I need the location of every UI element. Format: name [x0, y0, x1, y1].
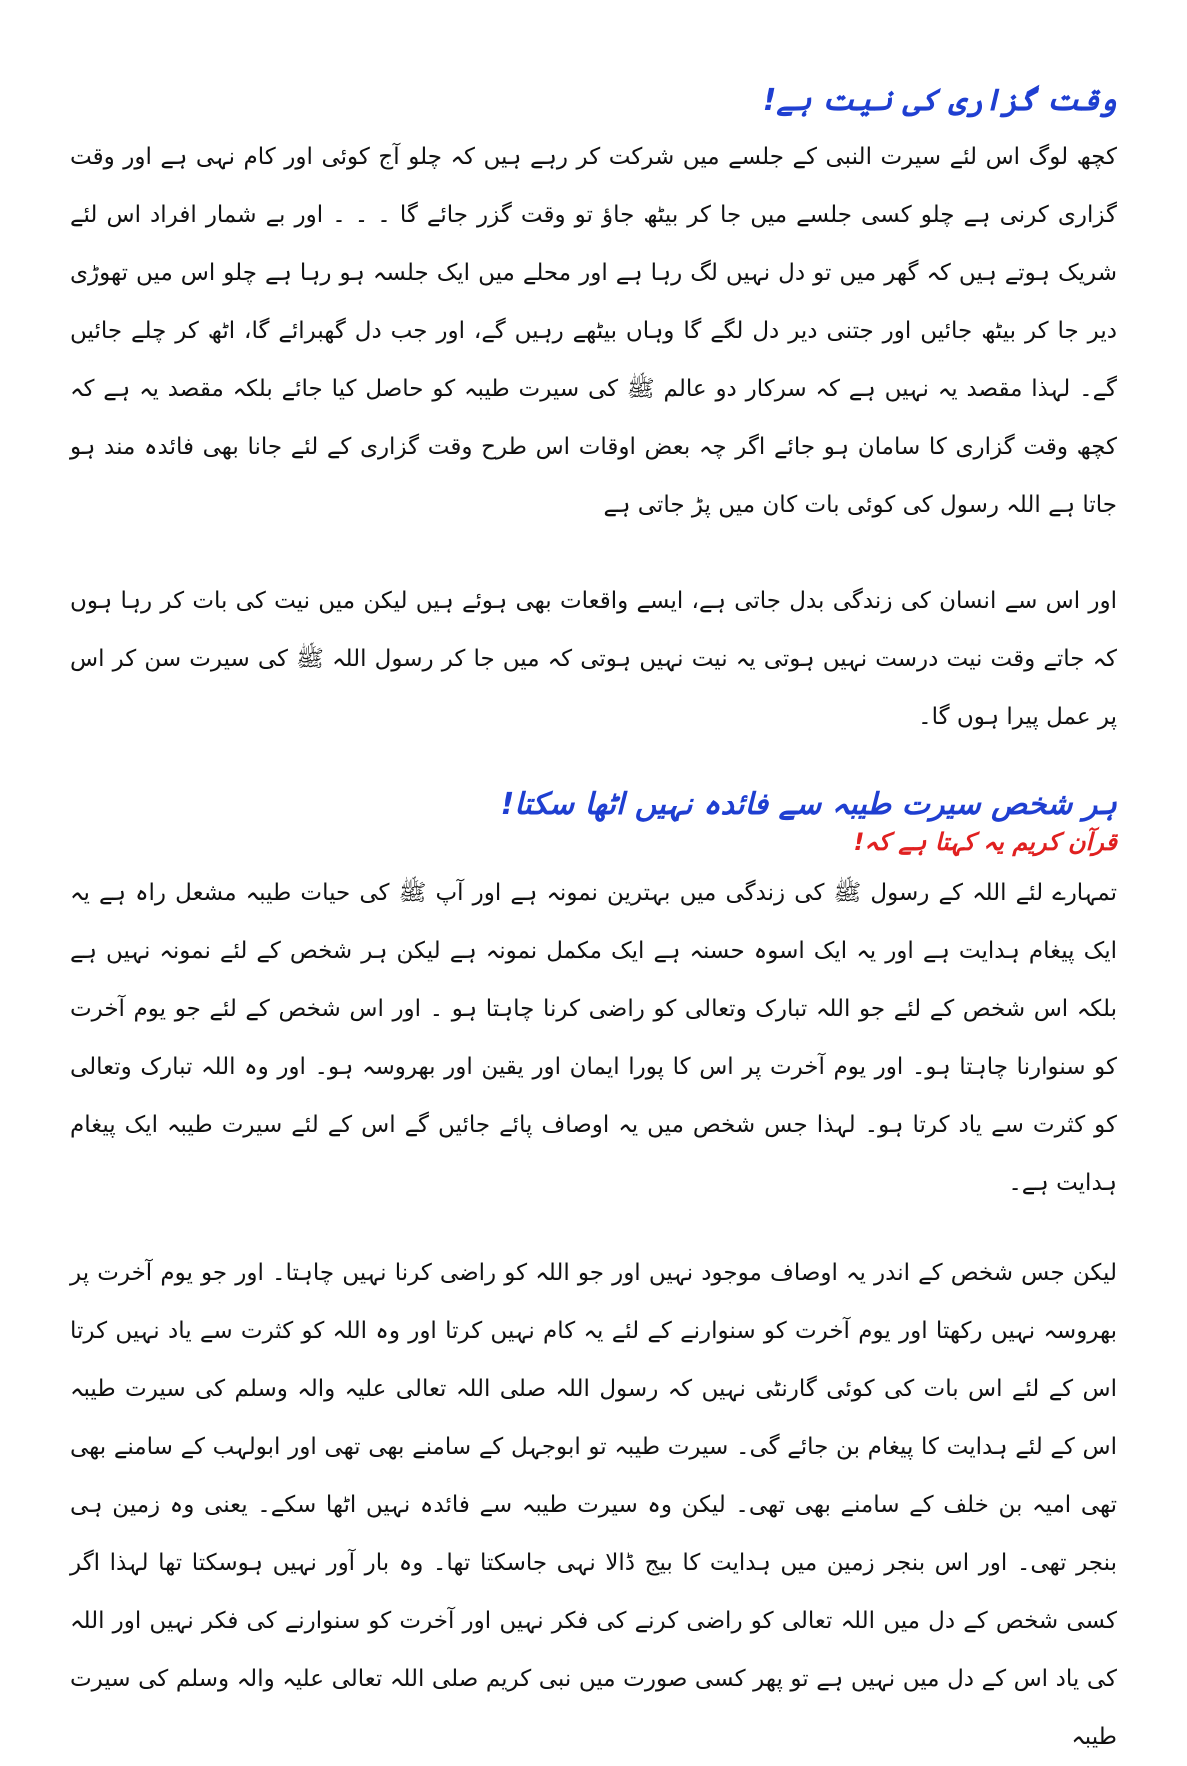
section-heading-benefit: ہر شخص سیرت طیبہ سے فائدہ نہیں اٹھا سکتا! — [500, 787, 1117, 822]
paragraph-time-passing-2: اور اس سے انسان کی زندگی بدل جاتی ہے، ایسے واقعات بھی ہوئے ہیں لیکن میں نیت کی بات کر رہا ہوں کہ جاتے وقت نیت درست نہیں ہوتی یہ نیت نہیں ہوتی کہ میں جا کر رسول اللہ ﷺ کی سیرت سن کر اس پر عمل پیرا ہوں گا۔ — [70, 588, 1117, 730]
spacer — [70, 746, 1117, 784]
section-heading-time-passing: وقت گزاری کی نیت ہے! — [762, 83, 1117, 118]
document-page — [70, 80, 1117, 1750]
spacer — [70, 534, 1117, 572]
subheading-quran: قرآن کریم یہ کہتا ہے کہ! — [853, 828, 1117, 856]
paragraph-benefit-1: تمہارے لئے اللہ کے رسول ﷺ کی زندگی میں بہترین نمونہ ہے اور آپ ﷺ کی حیات طیبہ مشعل راہ ہے یہ ایک پیغام ہدایت ہے اور یہ ایک اسوہ حسنہ ہے ایک مکمل نمونہ ہے لیکن ہر شخص کے لئے نمونہ نہیں ہے بلکہ اس شخص کے لئے جو اللہ تبارک وتعالی کو راضی کرنا چاہتا ہو ۔ اور اس شخص کے لئے جو یوم آخرت کو سنوارنا چاہتا ہو۔ اور یوم آخرت پر اس کا پورا ایمان اور یقین اور بھروسہ ہو۔ اور وہ اللہ تبارک وتعالی کو کثرت سے یاد کرتا ہو۔ لہذا جس شخص میں یہ اوصاف پائے جائیں گے اس کے لئے سیرت طیبہ ایک پیغام ہدایت ہے۔ — [70, 879, 1117, 1196]
paragraph-time-passing-1: کچھ لوگ اس لئے سیرت النبی کے جلسے میں شرکت کر رہے ہیں کہ چلو آج کوئی اور کام نہی ہے اور وقت گزاری کرنی ہے چلو کسی جلسے میں جا کر بیٹھ جاؤ تو وقت گزر جائے گا ۔ ۔ ۔ اور بے شمار افراد اس لئے شریک ہوتے ہیں کہ گھر میں تو دل نہیں لگ رہا ہے اور محلے میں ایک جلسہ ہو رہا ہے چلو اس میں تھوڑی دیر جا کر بیٹھ جائیں اور جتنی دیر دل لگے گا وہاں بیٹھے رہیں گے، اور جب دل گھبرائے گا، اٹھ کر چلے جائیں گے۔ لہذا مقصد یہ نہیں ہے کہ سرکار دو عالم ﷺ کی سیرت طیبہ کو حاصل کیا جائے بلکہ مقصد یہ ہے کہ کچھ وقت گزاری کا سامان ہو جائے اگر چہ بعض اوقات اس طرح وقت گزاری کے لئے جانا بھی فائدہ مند ہو جاتا ہے اللہ رسول کی کوئی بات کان میں پڑ جاتی ہے — [70, 144, 1117, 518]
paragraph-benefit-2: لیکن جس شخص کے اندر یہ اوصاف موجود نہیں اور جو اللہ کو راضی کرنا نہیں چاہتا۔ اور جو یوم آخرت پر بھروسہ نہیں رکھتا اور یوم آخرت کو سنوارنے کے لئے یہ کام نہیں کرتا اور وہ اللہ کو کثرت سے یاد نہیں کرتا اس کے لئے اس بات کی کوئی گارنٹی نہیں کہ رسول اللہ صلی اللہ تعالی علیہ والہ وسلم کی سیرت طیبہ اس کے لئے ہدایت کا پیغام بن جائے گی۔ سیرت طیبہ تو ابوجہل کے سامنے بھی تھی اور ابولہب کے سامنے بھی تھی امیہ بن خلف کے سامنے بھی تھی۔ لیکن وہ سیرت طیبہ سے فائدہ نہیں اٹھا سکے۔ یعنی وہ زمین ہی بنجر تھی۔ اور اس بنجر زمین میں ہدایت کا بیج ڈالا نہی جاسکتا تھا۔ وہ بار آور نہیں ہوسکتا تھا لہذا اگر کسی شخص کے دل میں اللہ تعالی کو راضی کرنے کی فکر نہیں اور آخرت کو سنوارنے کی فکر نہیں اور اللہ کی یاد اس کے دل میں نہیں ہے تو پھر کسی صورت میں نبی کریم صلی اللہ تعالی علیہ والہ وسلم کی سیرت طیبہ — [70, 1259, 1117, 1750]
spacer — [70, 1212, 1117, 1244]
